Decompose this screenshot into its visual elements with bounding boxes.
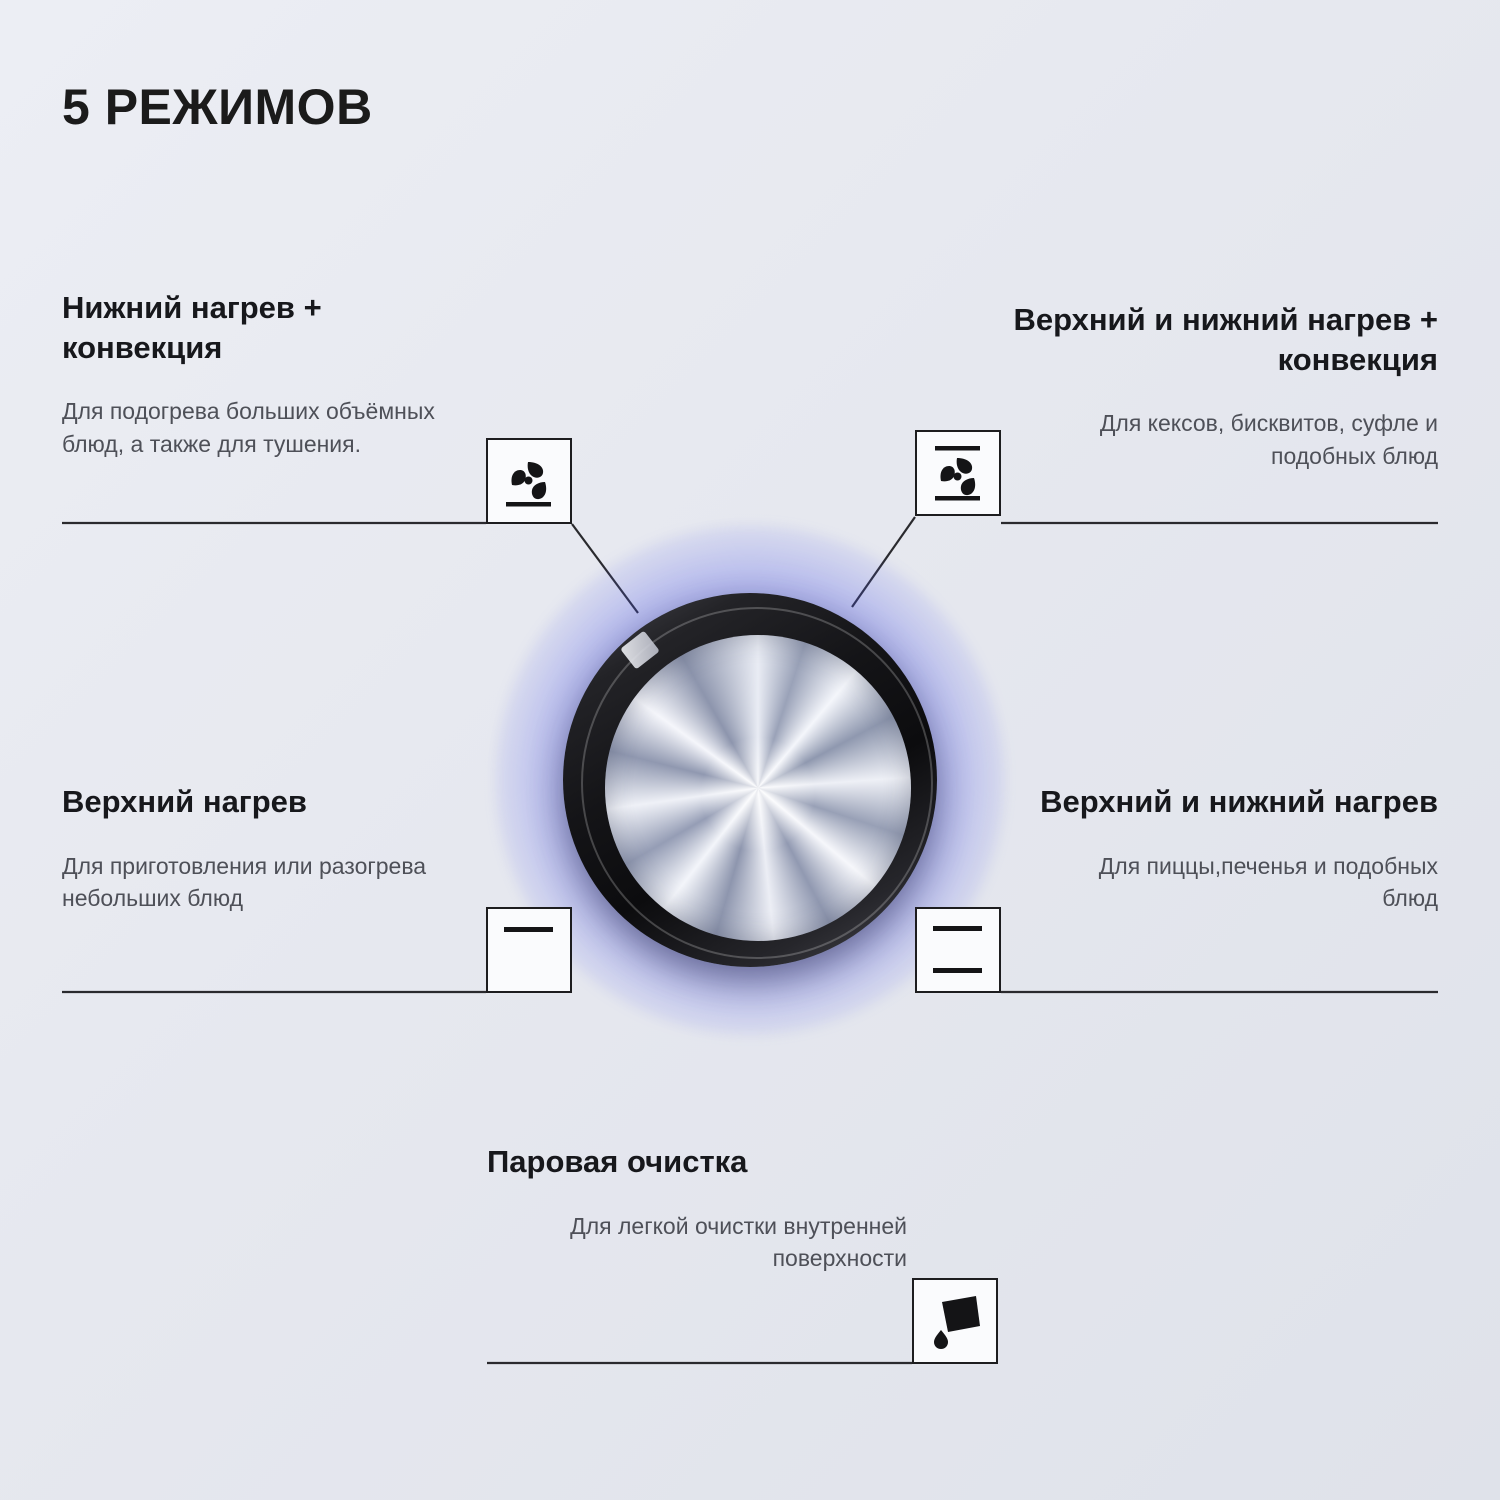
- knob-bezel: [563, 593, 937, 967]
- mode-description: Для подогрева больших объёмных блюд, а также для тушения.: [62, 398, 435, 457]
- mode-top-bottom-heat-convection: [1008, 300, 1438, 473]
- knob-brushed-face: [605, 635, 911, 941]
- fan-top-bottom-heat-icon: [915, 430, 1001, 516]
- mode-title: Нижний нагрев + конвекция: [62, 290, 322, 365]
- mode-title: Верхний нагрев: [62, 784, 307, 819]
- mode-title: Верхний и нижний нагрев: [1040, 784, 1438, 819]
- fan-bottom-heat-icon: [486, 438, 572, 524]
- mode-description: Для легкой очистки внутренней поверхности: [570, 1212, 907, 1272]
- page-title: 5 РЕЖИМОВ: [62, 79, 373, 135]
- oven-control-knob[interactable]: [555, 585, 945, 975]
- top-heat-icon: [486, 907, 572, 993]
- top-bottom-heat-icon: [915, 907, 1001, 993]
- mode-top-heat: [62, 782, 482, 915]
- mode-description: Для приготовления или разогрева небольших блюд: [62, 852, 427, 912]
- mode-title: Паровая очистка: [487, 1144, 748, 1179]
- mode-title: Верхний и нижний нагрев + конвекция: [1013, 302, 1438, 377]
- mode-steam-clean: [487, 1142, 907, 1275]
- mode-bottom-heat-convection: [62, 288, 462, 461]
- mode-description: Для пиццы,печенья и подобных блюд: [1098, 852, 1438, 912]
- mode-description: Для кексов, бисквитов, суфле и подобных блюд: [1099, 410, 1438, 469]
- mode-top-bottom-heat: [1038, 782, 1438, 915]
- steam-drop-icon: [912, 1278, 998, 1364]
